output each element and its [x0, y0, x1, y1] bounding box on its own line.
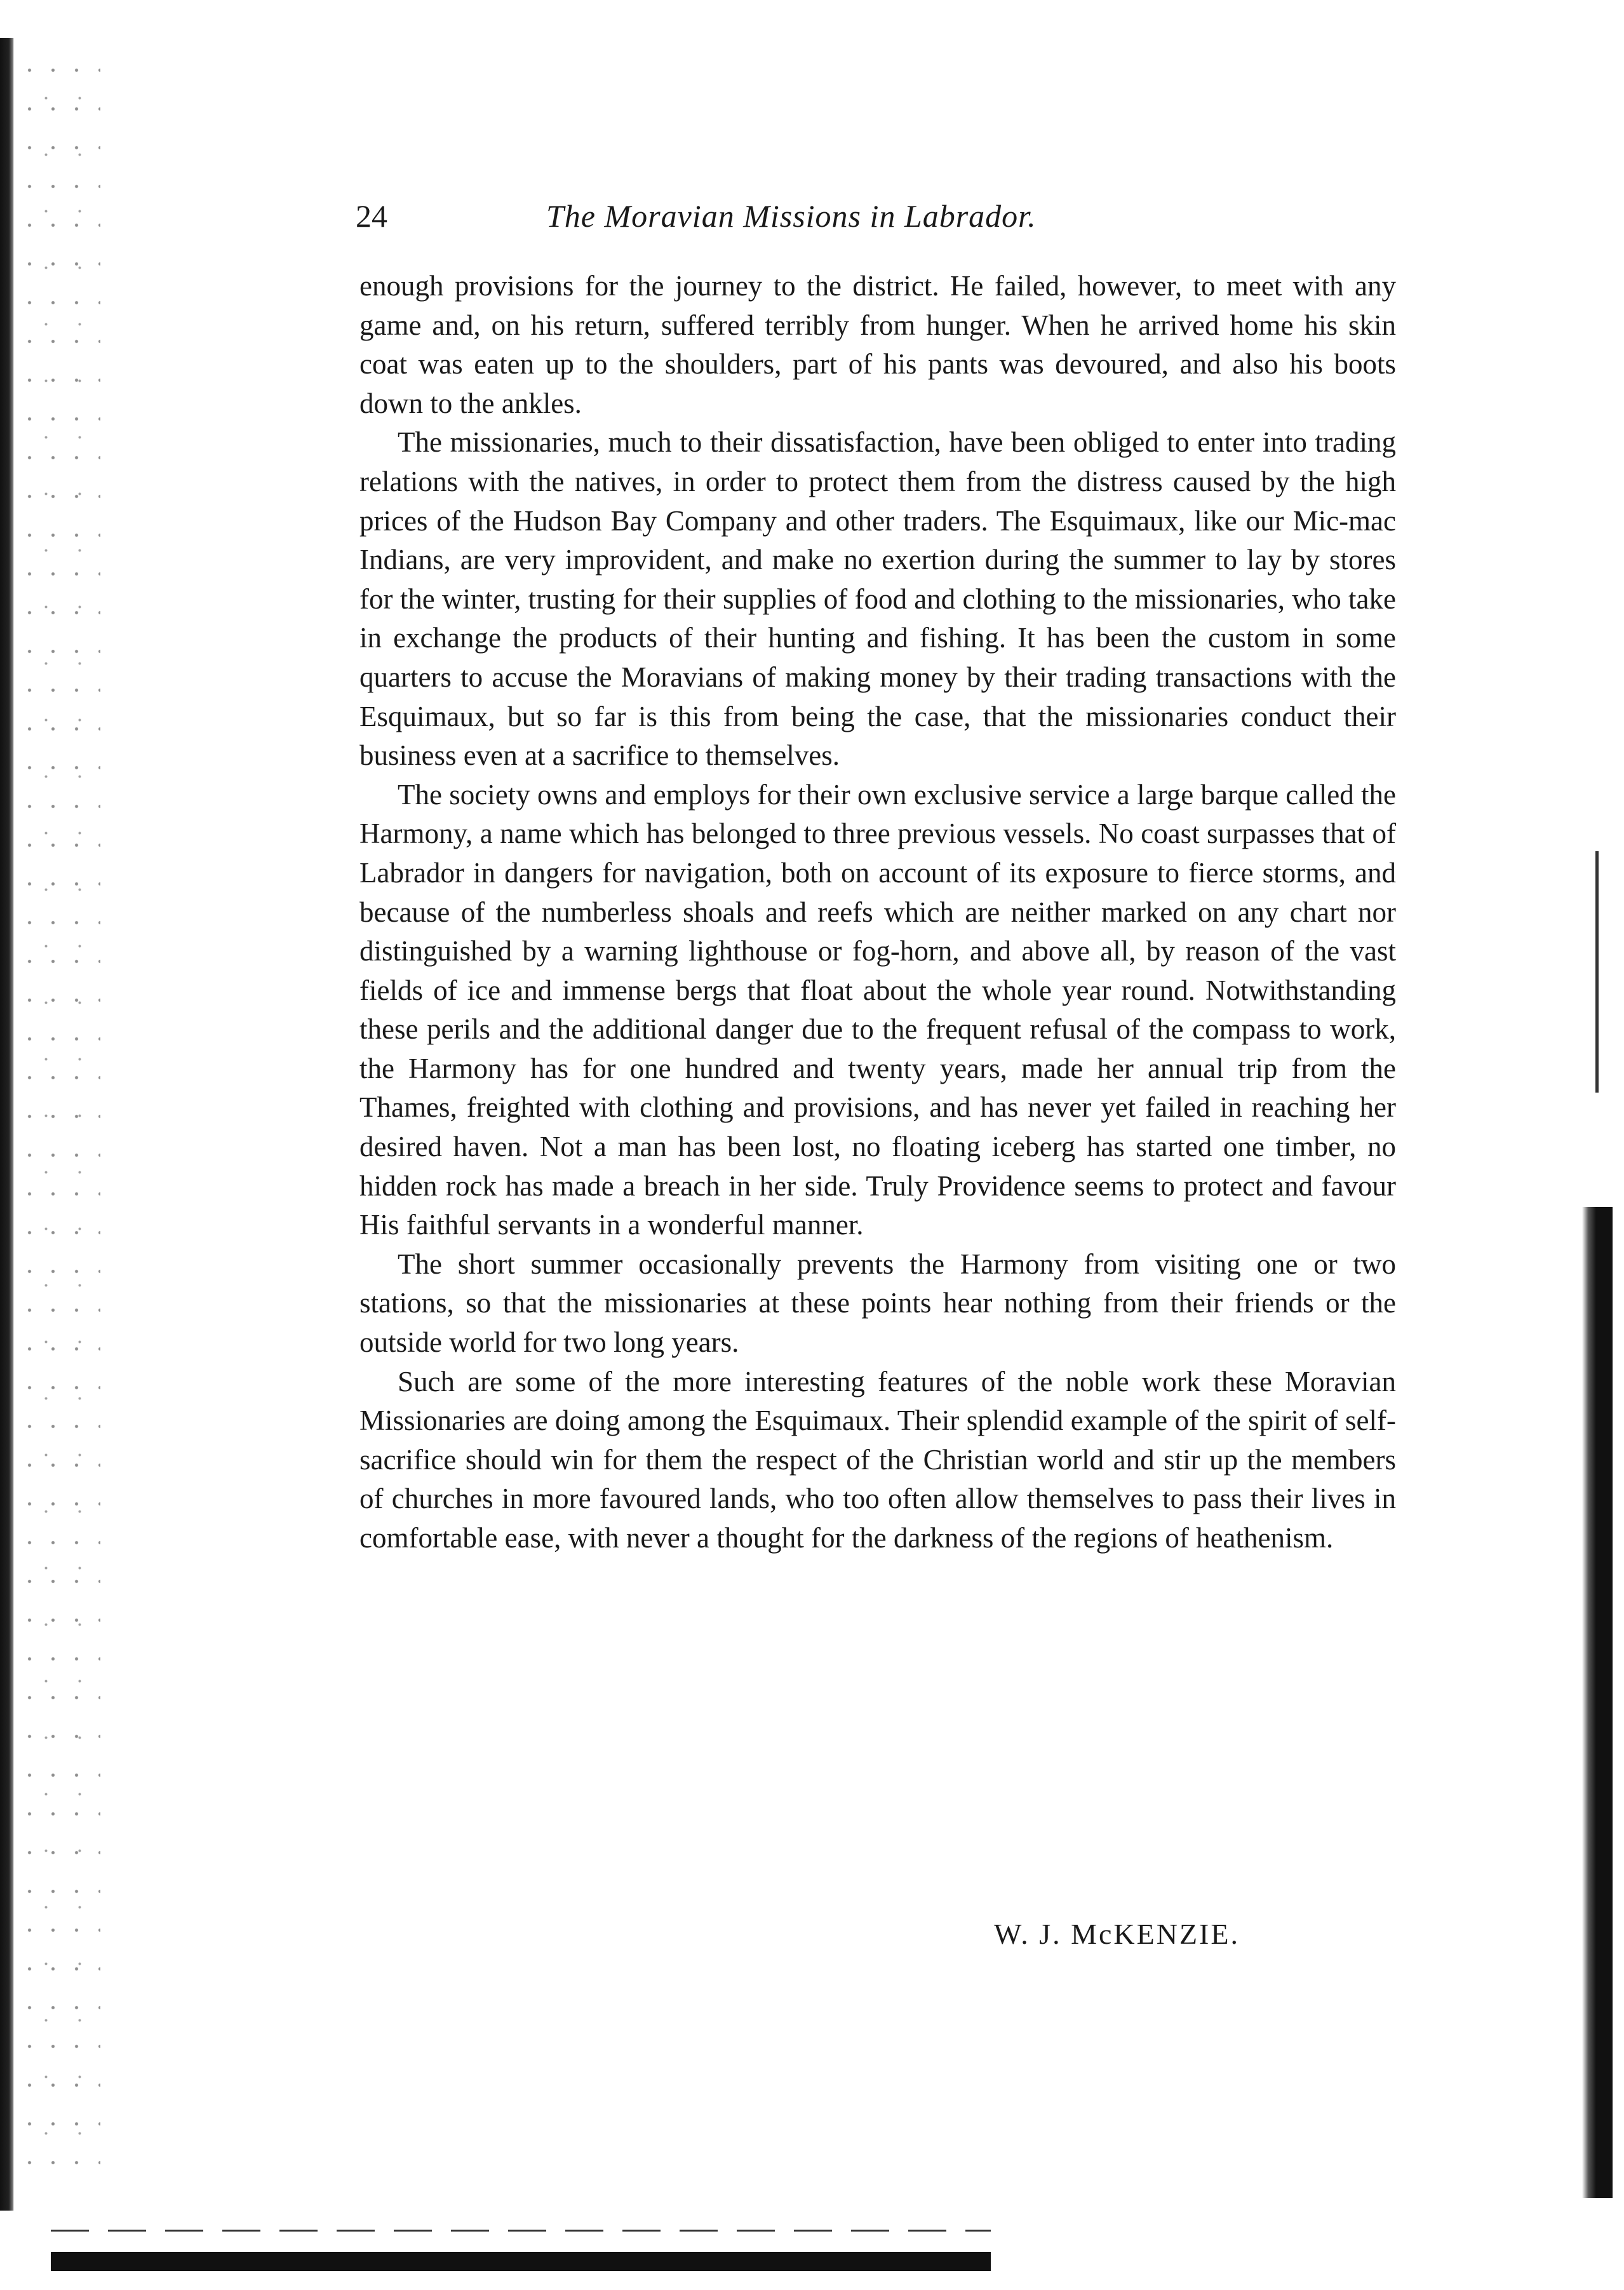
scan-bottom-bar	[51, 2252, 991, 2271]
page-header	[356, 191, 1194, 241]
scan-right-edge-mark	[1595, 851, 1599, 1093]
page-number: 24	[356, 198, 387, 234]
paragraph: The society owns and employs for their own exclusive service a large barque called the Harmony, a name which has belonged to three previous vessels. No coast surpasses that of Labrador in dangers for navigation, both on account of its exposure to fierce storms, and because of the numberless shoals and reefs which are neither marked on any chart nor distinguished by a warning lighthouse or fog-horn, and above all, by reason of the vast fields of ice and immense bergs that float about the whole year round. Notwithstanding these perils and the additional danger due to the frequent refusal of the compass to work, the Harmony has for one hundred and twenty years, made her annual trip from the Thames, freighted with clothing and provisions, and has never yet failed in reaching her desired haven. Not a man has been lost, no floating iceberg has started one timber, no hidden rock has made a breach in her side. Truly Providence seems to protect and favour His faithful servants in a wonderful manner.	[359, 778, 1396, 1241]
running-title: The Moravian Missions in Labrador.	[546, 198, 1037, 234]
scan-bottom-line	[51, 2230, 991, 2232]
paragraph: The short summer occasionally prevents the Harmony from visiting one or two stations, so that the missionaries at these points hear nothing from their friends or the outside world for two long years.	[359, 1248, 1396, 1359]
scan-right-edge	[1582, 1207, 1613, 2198]
scan-left-edge	[0, 38, 14, 2211]
paragraph: enough provisions for the journey to the district. He failed, however, to meet with any game and, on his return, suffered terribly from hunger. When he arrived home his skin coat was eaten up to the shoulders, part of his pants was devoured, and also his boots down to the ankles.	[359, 270, 1396, 419]
author-signature: W. J. McKENZIE.	[994, 1918, 1240, 1950]
paragraph: The missionaries, much to their dissatisfaction, have been obliged to enter into trading relations with the natives, in order to protect them from the distress caused by the high prices of the Hudson Bay Company and other traders. The Esquimaux, like our Mic-mac Indians, are very improvident, and make no exertion during the summer to lay by stores for the winter, trusting for their supplies of food and clothing to the missionaries, who take in exchange the products of their hunting and fishing. It has been the custom in some quarters to accuse the Moravians of making money by their trading transactions with the Esquimaux, but so far is this from being the case, that the missionaries conduct their business even at a sacrifice to themselves.	[359, 426, 1396, 772]
body-text	[359, 267, 1396, 1558]
scan-left-specks	[18, 51, 100, 2185]
paragraph: Such are some of the more interesting features of the noble work these Moravian Missionaries are doing among the Esquimaux. Their splendid example of the spirit of self-sacrifice should win for them the respect of the Christian world and stir up the members of churches in more favoured lands, who too often allow themselves to pass their lives in comfortable ease, with never a thought for the darkness of the regions of heathenism.	[359, 1365, 1396, 1554]
